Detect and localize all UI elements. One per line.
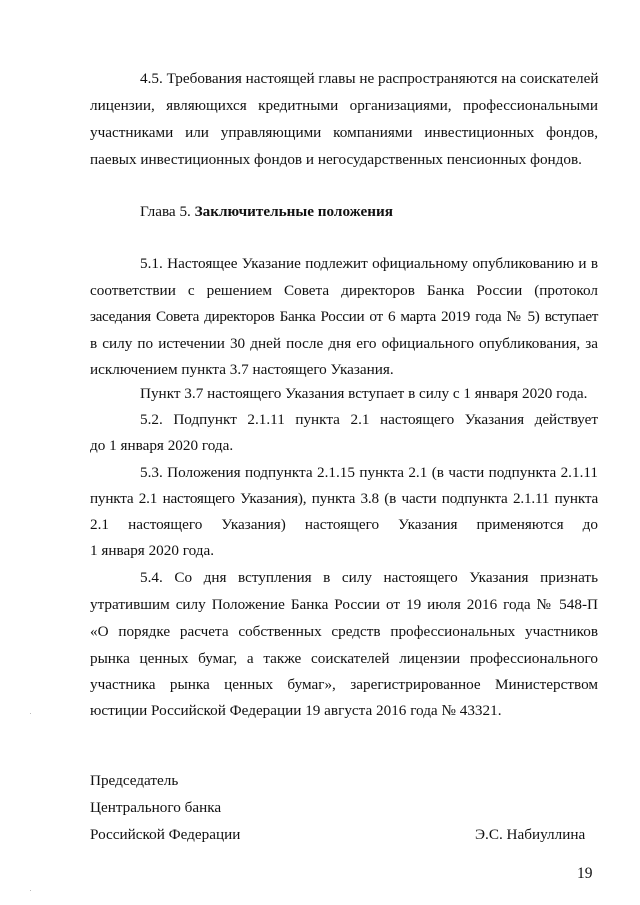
text-line: до 1 января 2020 года. — [90, 437, 234, 454]
signatory-title-line: Председатель — [90, 772, 179, 789]
text-line: «О порядке расчета собственных средств профессиональных участников — [90, 623, 598, 640]
text-line: 5.4. Со дня вступления в силу настоящего Указания признать — [140, 569, 598, 586]
text-line: заседания Совета директоров Банка России от 6 марта 2019 года № 5) вступает — [90, 308, 598, 325]
chapter-prefix: Глава 5. — [140, 203, 191, 220]
text-line: соответствии с решением Совета директоров Банка России (протокол — [90, 282, 598, 299]
text-line: 5.1. Настоящее Указание подлежит официальному опубликованию и в — [140, 255, 598, 272]
scan-speck — [30, 713, 31, 714]
text-line: исключением пункта 3.7 настоящего Указания. — [90, 361, 394, 378]
page-number: 19 — [577, 865, 593, 882]
text-line: лицензии, являющихся кредитными организациями, профессиональными — [90, 97, 598, 114]
text-line: в силу по истечении 30 дней после дня его официального опубликования, за — [90, 335, 598, 352]
scan-speck — [30, 890, 31, 891]
chapter-heading — [140, 203, 598, 221]
text-line: участниками или управляющими компаниями инвестиционных фондов, — [90, 124, 598, 141]
text-line: юстиции Российской Федерации 19 августа 2016 года № 43321. — [90, 702, 502, 719]
text-line: 2.1 настоящего Указания) настоящего Указания применяются до — [90, 516, 598, 533]
text-line: паевых инвестиционных фондов и негосударственных пенсионных фондов. — [90, 151, 582, 168]
text-line: 5.3. Положения подпункта 2.1.15 пункта 2.1 (в части подпункта 2.1.11 — [140, 464, 598, 481]
text-line: участника рынка ценных бумаг», зарегистрированное Министерством — [90, 676, 598, 693]
text-line: утратившим силу Положение Банка России от 19 июля 2016 года № 548-П — [90, 596, 598, 613]
signatory-name: Э.С. Набиуллина — [475, 826, 586, 843]
text-line: Пункт 3.7 настоящего Указания вступает в силу с 1 января 2020 года. — [140, 385, 588, 402]
chapter-title: Заключительные положения — [194, 203, 393, 220]
text-line: рынка ценных бумаг, а также соискателей лицензии профессионального — [90, 650, 598, 667]
text-line: 5.2. Подпункт 2.1.11 пункта 2.1 настоящего Указания действует — [140, 411, 598, 428]
text-line: 4.5. Требования настоящей главы не распространяются на соискателей — [140, 70, 599, 87]
signatory-title-line: Центрального банка — [90, 799, 222, 816]
text-line: 1 января 2020 года. — [90, 542, 215, 559]
signatory-title-line: Российской Федерации — [90, 826, 241, 843]
text-line: пункта 2.1 настоящего Указания), пункта 3.8 (в части подпункта 2.1.11 пункта — [90, 490, 598, 507]
